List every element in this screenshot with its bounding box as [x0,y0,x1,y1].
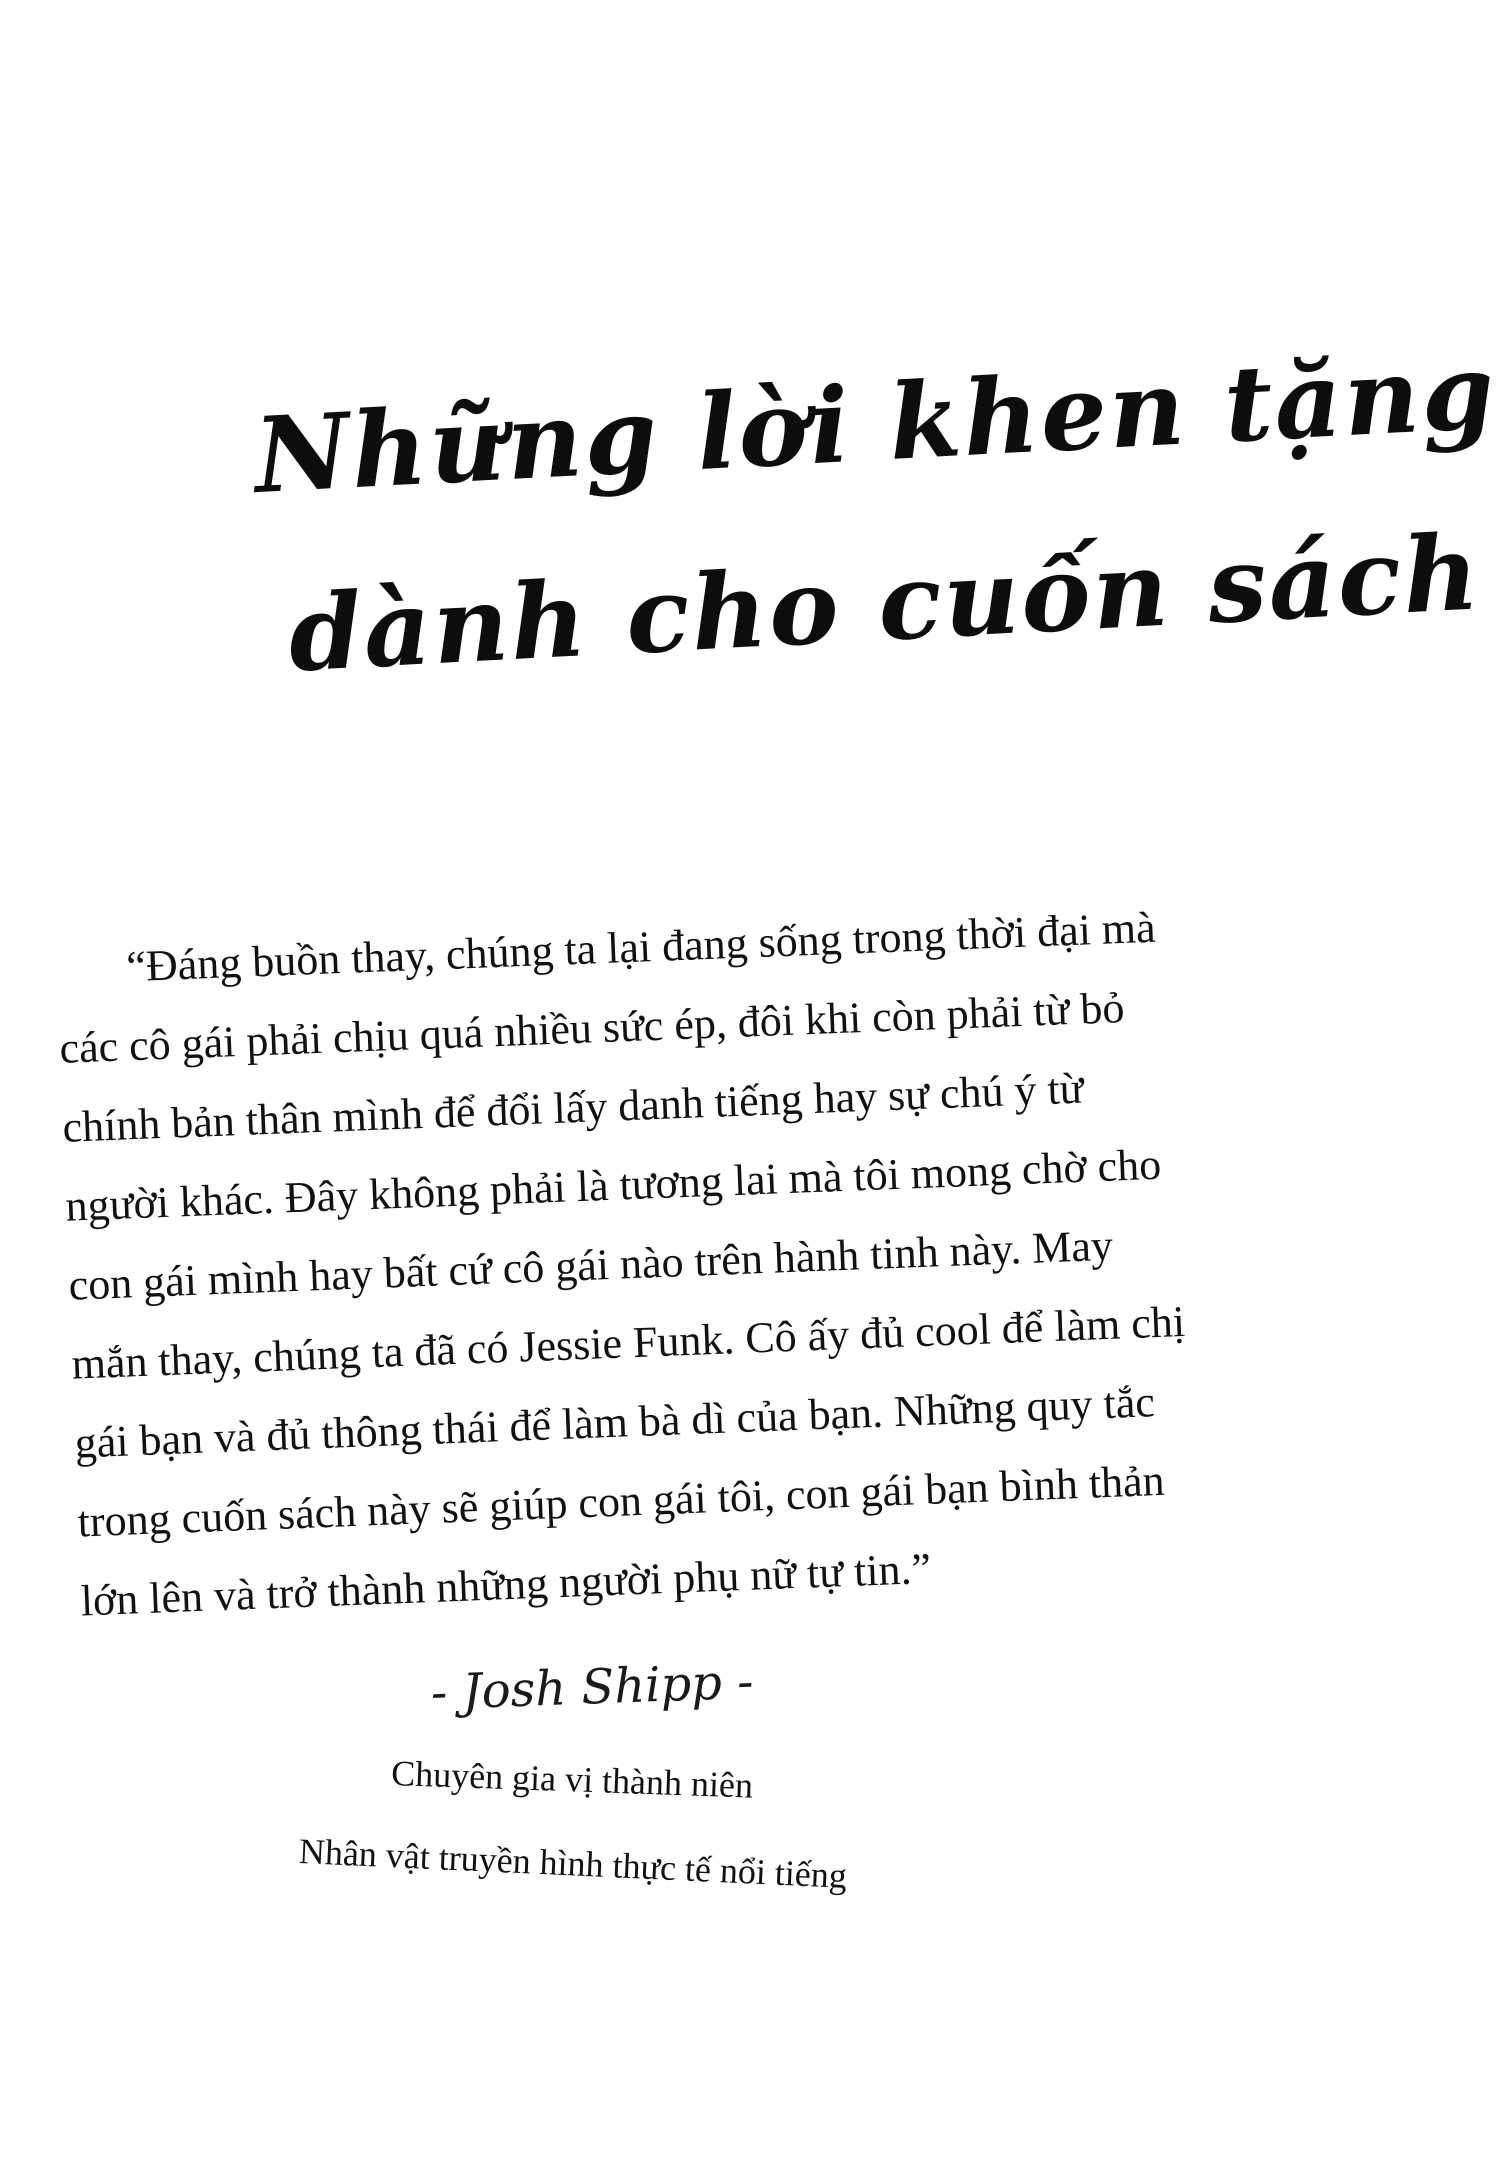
heading-line-1: Những lời khen tặng [251,329,1499,518]
quote-line-6: mắn thay, chúng ta đã có Jessie Funk. Cô ấy đủ cool để làm chị [70,1296,1186,1389]
testimonial-quote [55,882,1331,1640]
quote-line-9: lớn lên và trở thành những người phụ nữ tự tin.” [79,1543,932,1626]
quote-line-4: người khác. Đây không phải là tương lai mà tôi mong chờ cho [64,1139,1163,1231]
quote-line-2: các cô gái phải chịu quá nhiều sức ép, đôi khi còn phải từ bỏ [58,983,1126,1073]
heading-line-2: dành cho cuốn sách [285,510,1484,696]
quote-line-3: chính bản thân mình để đổi lấy danh tiếng hay sự chú ý từ [61,1063,1085,1152]
author-role-2: Nhân vật truyền hình thực tế nổi tiếng [298,1830,848,1896]
author-role-1: Chuyên gia vị thành niên [390,1752,754,1806]
quote-line-1: “Đáng buồn thay, chúng ta lại đang sống trong thời đại mà [125,902,1157,992]
page-heading [180,318,1499,730]
quote-line-8: trong cuốn sách này sẽ giúp con gái tôi, con gái bạn bình thản [76,1455,1166,1547]
author-signature: - Josh Shipp - [430,1653,755,1721]
quote-line-7: gái bạn và đủ thông thái để làm bà dì của bạn. Những quy tắc [73,1377,1156,1468]
quote-line-5: con gái mình hay bất cứ cô gái nào trên hành tinh này. May [67,1220,1114,1310]
